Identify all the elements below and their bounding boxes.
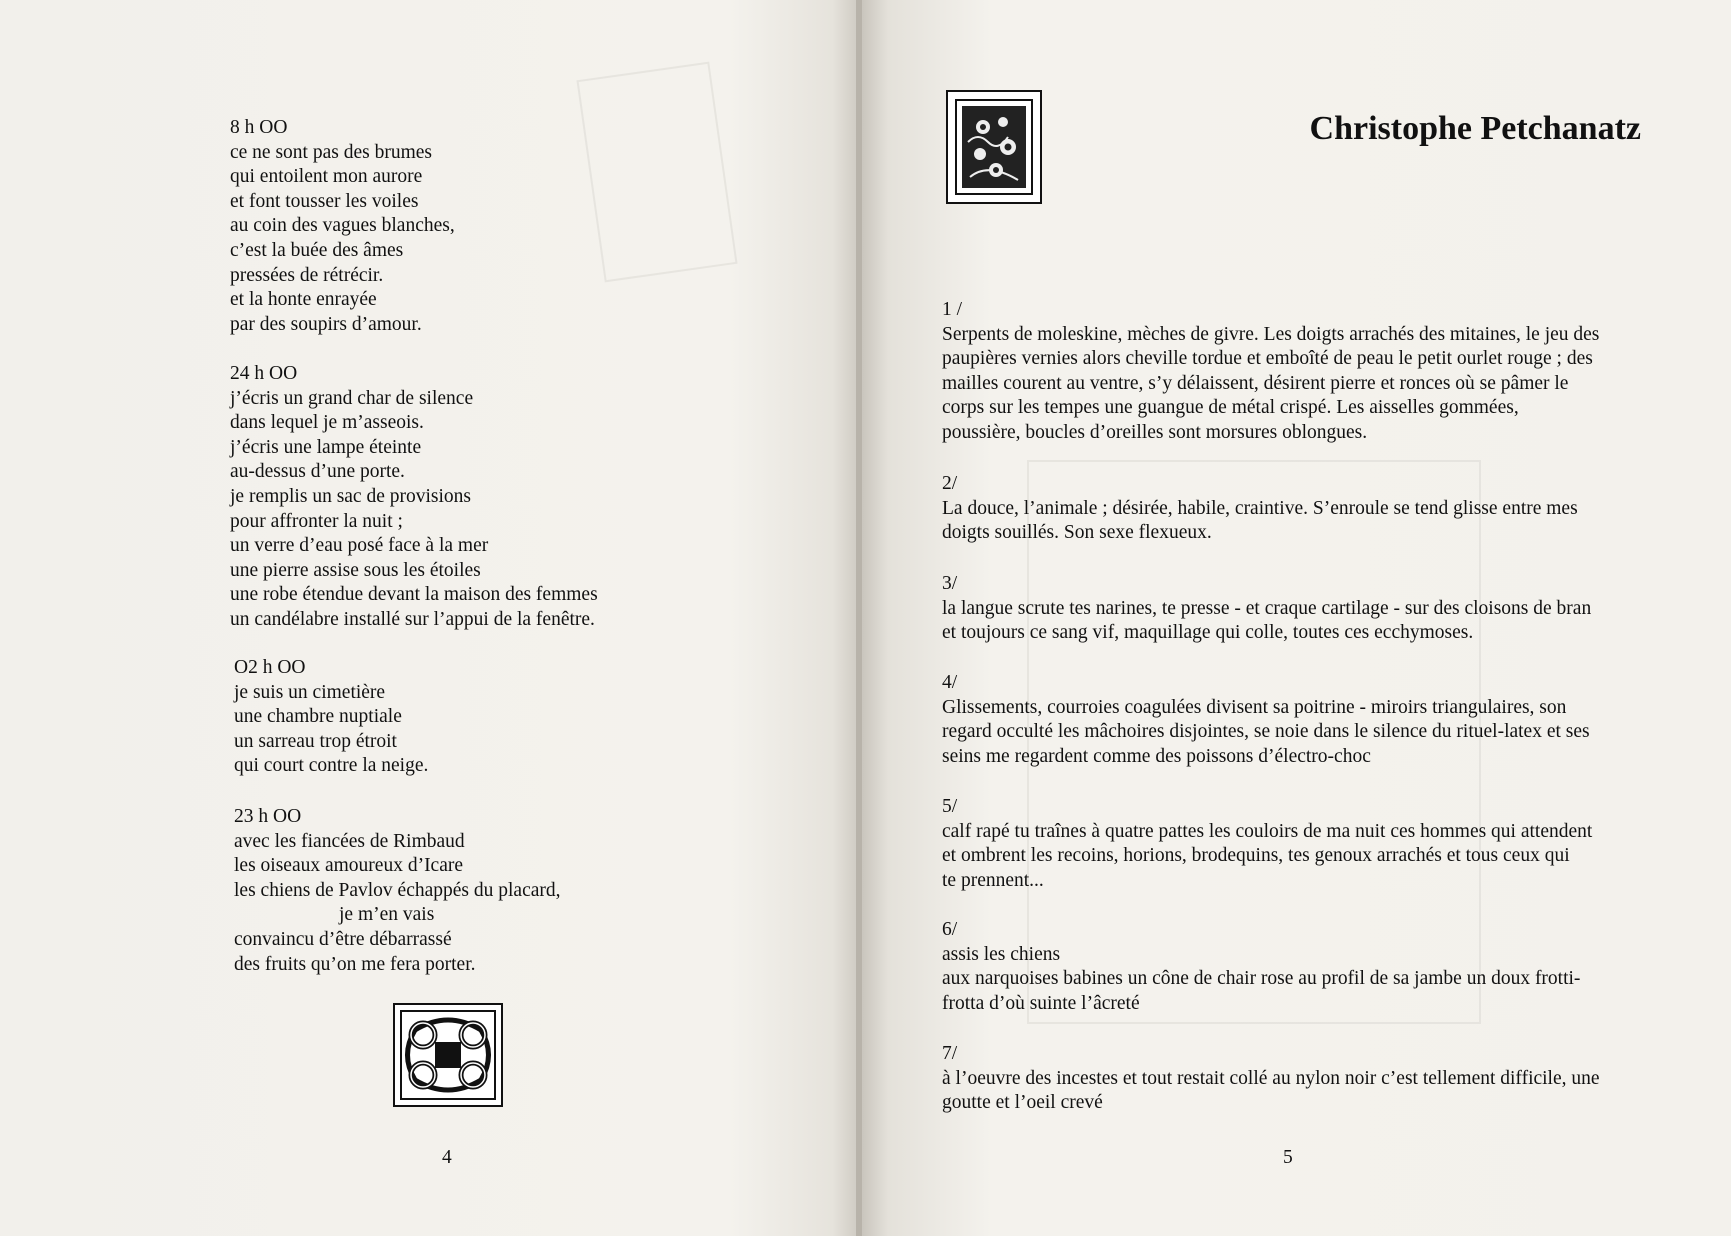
section-number: 3/ [942,573,958,594]
prose-line: goutte et l’oeil crevé [942,1092,1103,1114]
poem-line: je remplis un sac de provisions [230,486,471,507]
section-2 [942,472,1642,546]
stanza-time: 8 h OO [230,117,288,138]
prose-line: paupières vernies alors cheville tordue et emboîté de peau le petit ourlet rouge ; des [942,348,1593,370]
prose-line: à l’oeuvre des incestes et tout restait collé au nylon noir c’est tellement difficile, une [942,1067,1600,1089]
show-through-ornament [576,62,737,283]
celtic-knot-icon [395,1005,501,1105]
poem-line: pressées de rétrécir. [230,264,384,286]
section-number: 6/ [942,919,958,940]
section-7 [942,1042,1642,1116]
section-6 [942,918,1642,1016]
prose-line: la langue scrute tes narines, te presse - et craque cartilage - sur des cloisons de bran [942,597,1592,619]
section-5 [942,795,1642,893]
prose-line: aux narquoises babines un cône de chair rose au profil de sa jambe un doux frotti- [942,968,1581,990]
prose-line: calf rapé tu traînes à quatre pattes les couloirs de ma nuit ces hommes qui attendent [942,820,1593,842]
poem-line: des fruits qu’on me fera porter. [234,953,476,975]
poem-line: par des soupirs d’amour. [230,313,422,335]
section-number: 5/ [942,796,958,817]
section-1 [942,298,1642,446]
poem-line: ce ne sont pas des brumes [230,141,432,163]
celtic-knot-ornament [393,1003,503,1107]
prose-line: et ombrent les recoins, horions, brodequins, tes genoux arrachés et tous ceux qui [942,845,1570,867]
section-body [942,497,1642,546]
section-number: 7/ [942,1043,958,1064]
prose-line: et toujours ce sang vif, maquillage qui colle, toutes ces ecchymoses. [942,622,1474,644]
prose-line: corps sur les tempes une guangue de métal crispé. Les aisselles gommées, [942,397,1519,419]
section-body [942,323,1642,446]
poem-line: qui court contre la neige. [234,755,429,777]
poem-line: les oiseaux amoureux d’Icare [234,855,464,877]
poem-line: un sarreau trop étroit [234,730,397,752]
poem-line: je suis un cimetière [234,681,386,703]
section-body [942,820,1642,894]
poem-line: j’écris une lampe éteinte [230,436,422,458]
section-3 [942,572,1642,646]
poem-line: et la honte enrayée [230,289,377,311]
poem-line: et font tousser les voiles [230,190,419,212]
section-number: 4/ [942,672,958,693]
poem-line: une robe étendue devant la maison des femmes [230,584,598,606]
prose-line: regard occulté les mâchoires disjointes, se noie dans le silence du rituel-latex et ses [942,721,1590,743]
section-body [942,597,1642,646]
poem-line: je m’en vais [339,904,435,926]
author-name: Christophe Petchanatz [1309,110,1641,147]
poem-line: au coin des vagues blanches, [230,215,455,237]
prose-line: seins me regardent comme des poissons d’électro-choc [942,745,1371,767]
prose-line: poussière, boucles d’oreilles sont morsures oblongues. [942,421,1368,443]
poem-line: convaincu d’être débarrassé [234,929,452,950]
stanza-time: 24 h OO [230,363,298,384]
poem-line: un verre d’eau posé face à la mer [230,535,489,557]
poem-line: au-dessus d’une porte. [230,461,405,483]
prose-line: La douce, l’animale ; désirée, habile, craintive. S’enroule se tend glisse entre mes [942,497,1578,519]
poem-line: une chambre nuptiale [234,706,402,728]
prose-line: mailles courent au ventre, s’y délaissent, désirent pierre et ronces où se pâmer le [942,372,1569,394]
prose-line: Serpents de moleskine, mèches de givre. Les doigts arrachés des mitaines, le jeu des [942,323,1600,345]
section-4 [942,671,1642,769]
prose-line: te prennent... [942,869,1044,891]
page-number-right: 5 [1283,1147,1293,1168]
section-number: 2/ [942,473,958,494]
poem-line: un candélabre installé sur l’appui de la fenêtre. [230,609,595,630]
poem-line: dans lequel je m’asseois. [230,412,424,434]
section-body [942,696,1642,770]
poem-line: les chiens de Pavlov échappés du placard, [234,879,561,901]
stanza-time: 23 h OO [234,806,302,827]
section-body [942,943,1642,1017]
section-number: 1 / [942,299,963,320]
floral-ornament [946,90,1042,204]
page-number-left: 4 [442,1147,452,1168]
poem-line: j’écris un grand char de silence [230,387,474,409]
floral-vignette-icon [948,92,1040,202]
poem-line: pour affronter la nuit ; [230,510,403,532]
prose-line: frotta d’où suinte l’âcreté [942,992,1140,1014]
poem-line: avec les fiancées de Rimbaud [234,830,465,852]
prose-line: assis les chiens [942,943,1061,965]
prose-line: Glissements, courroies coagulées divisent sa poitrine - miroirs triangulaires, son [942,696,1567,718]
poem-line: c’est la buée des âmes [230,240,404,261]
section-body [942,1067,1642,1116]
prose-line: doigts souillés. Son sexe flexueux. [942,522,1212,544]
poem-line: une pierre assise sous les étoiles [230,559,481,581]
poem-line: qui entoilent mon aurore [230,166,423,188]
stanza-time: O2 h OO [234,657,306,678]
